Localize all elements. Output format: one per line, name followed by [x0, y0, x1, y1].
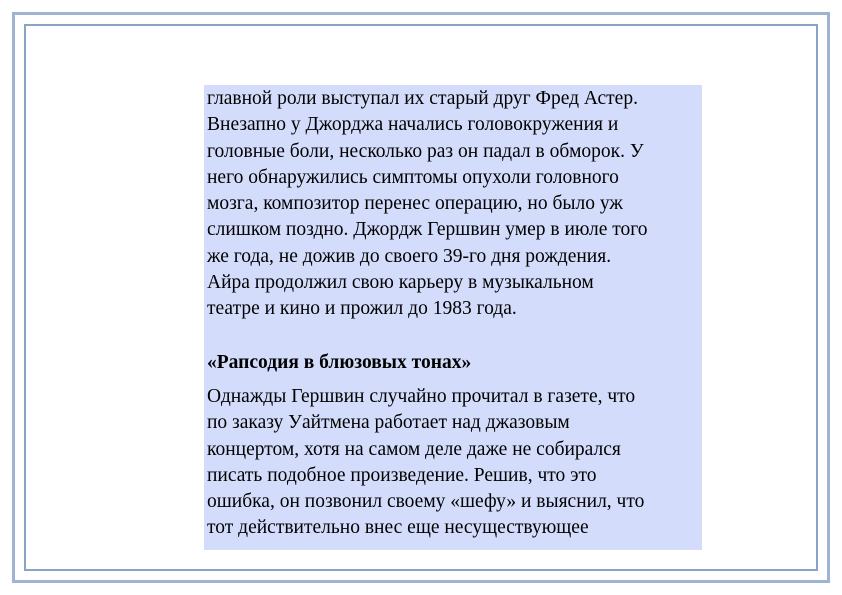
paragraph-1-line: мозга, композитор перенес операцию, но было уж: [207, 193, 623, 215]
paragraph-2-line: Однажды Гершвин случайно прочитал в газете, что: [207, 386, 636, 407]
paragraph-2: [207, 384, 699, 542]
paragraph-2-line: концертом, хотя на самом деле даже не собирался: [207, 438, 621, 460]
text-block: [204, 85, 702, 550]
paragraph-1-line: слишком поздно. Джордж Гершвин умер в июле того: [207, 219, 648, 241]
section-heading: «Рапсодия в блюзовых тонах»: [207, 352, 472, 373]
paragraph-1-line: театре и кино и прожил до 1983 года.: [207, 298, 517, 320]
paragraph-2-line: по заказу Уайтмена работает над джазовым: [207, 412, 570, 434]
paragraph-1-line: Внезапно у Джорджа начались головокружения и: [207, 114, 619, 136]
paragraph-1-line: головные боли, несколько раз он падал в обморок. У: [207, 140, 644, 162]
paragraph-1: [207, 86, 699, 323]
paragraph-1-line: него обнаружились симптомы опухоли головного: [207, 166, 619, 188]
paragraph-1-line: Айра продолжил свою карьеру в музыкальном: [207, 272, 594, 294]
paragraph-1-line: главной роли выступал их старый друг Фред Астер.: [207, 88, 638, 109]
paragraph-2-line: ошибка, он позвонил своему «шефу» и выяснил, что: [207, 491, 645, 513]
paragraph-2-line: писать подобное произведение. Решив, что это: [207, 464, 597, 486]
paragraph-1-line: же года, не дожив до своего 39-го дня рождения.: [207, 245, 612, 267]
paragraph-2-line: тот действительно внес еще несуществующее: [207, 517, 589, 539]
